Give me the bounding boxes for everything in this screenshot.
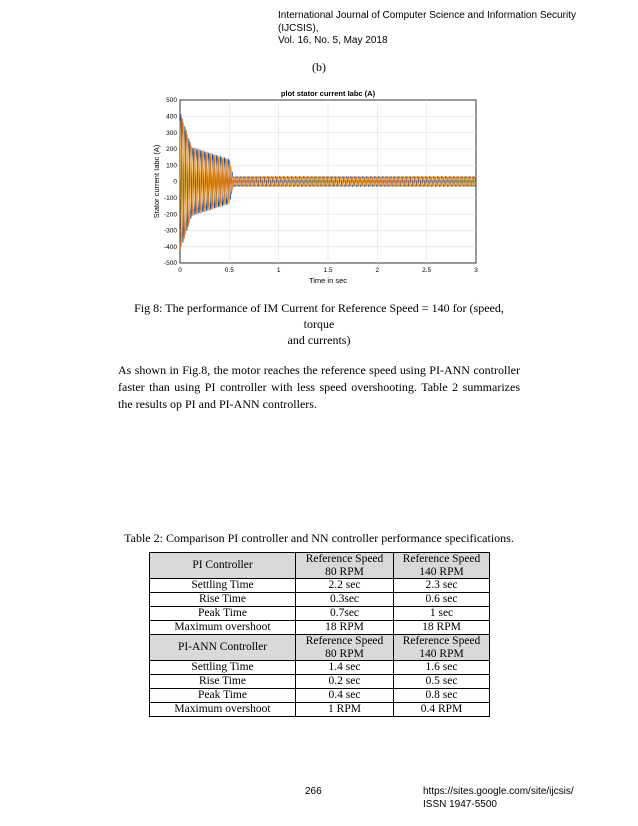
table-row [150, 607, 490, 621]
y-tick-label: 200 [166, 146, 177, 154]
pi-ref-80-header [296, 553, 394, 579]
ref-speed-label: Reference Speed [305, 553, 384, 565]
value-80-rpm: 0.2 sec [296, 675, 394, 689]
y-tick-label: -500 [163, 260, 177, 268]
value-140-rpm: 18 RPM [394, 621, 490, 635]
y-tick-label: 400 [166, 113, 177, 121]
table-row [150, 661, 490, 675]
y-tick-label: -400 [163, 243, 177, 251]
x-tick-label: 2.5 [422, 267, 432, 274]
value-80-rpm: 2.2 sec [296, 579, 394, 593]
table-row [150, 593, 490, 607]
pi-ann-controller-name: PI-ANN Controller [150, 635, 296, 661]
ref-speed-label: Reference Speed [402, 635, 481, 647]
chart-title: plot stator current Iabc (A) [280, 89, 376, 98]
ref-speed-label: Reference Speed [305, 635, 384, 647]
metric-label: Settling Time [150, 661, 296, 675]
value-80-rpm: 1.4 sec [296, 661, 394, 675]
x-tick-label: 1 [276, 267, 281, 274]
x-tick-label: 1.5 [323, 267, 333, 274]
caption-line-1: Fig 8: The performance of IM Current for Reference Speed = 140 for (speed, torque [134, 301, 504, 331]
x-tick-label: 0.5 [224, 267, 234, 274]
value-80-rpm: 18 RPM [296, 621, 394, 635]
footer-url: https://sites.google.com/site/ijcsis/ [423, 786, 574, 797]
y-tick-label: 300 [166, 129, 177, 137]
caption-line-2: and currents) [287, 333, 351, 347]
page-number: 266 [305, 786, 322, 797]
y-tick-label: -300 [163, 227, 177, 235]
table-row [150, 621, 490, 635]
pi-ann-ref-140-header [394, 635, 490, 661]
metric-label: Maximum overshoot [150, 621, 296, 635]
value-80-rpm: 0.7sec [296, 607, 394, 621]
x-tick-label: 2 [375, 267, 380, 274]
metric-label: Peak Time [150, 607, 296, 621]
metric-label: Rise Time [150, 675, 296, 689]
ref-speed-value: 80 RPM [325, 647, 364, 660]
body-paragraph: As shown in Fig.8, the motor reaches the reference speed using PI-ANN controller faster than using PI controller with less speed overshooting. Table 2 summarizes the results op PI and PI-ANN controllers. [118, 363, 520, 411]
pi-ref-140-header [394, 553, 490, 579]
journal-name: International Journal of Computer Science and Information Security (IJCSIS), [278, 10, 576, 34]
ref-speed-value: 140 RPM [419, 647, 464, 660]
ref-speed-value: 140 RPM [419, 565, 464, 578]
table-row [150, 579, 490, 593]
table-row [150, 703, 490, 717]
metric-label: Peak Time [150, 689, 296, 703]
metric-label: Rise Time [150, 593, 296, 607]
value-140-rpm: 1.6 sec [394, 661, 490, 675]
x-tick-label: 0 [178, 267, 182, 274]
comparison-table [149, 552, 490, 717]
value-80-rpm: 1 RPM [296, 703, 394, 717]
value-140-rpm: 0.8 sec [394, 689, 490, 703]
y-tick-label: -100 [163, 195, 177, 202]
footer-info [423, 786, 574, 811]
pi-ann-header-row [150, 635, 490, 661]
y-tick-label: -200 [163, 211, 177, 219]
value-80-rpm: 0.4 sec [296, 689, 394, 703]
value-80-rpm: 0.3sec [296, 593, 394, 607]
x-axis-label: Time in sec [308, 276, 348, 285]
table-caption: Table 2: Comparison PI controller and NN controller performance specifications. [124, 531, 514, 545]
journal-header [278, 10, 608, 48]
pi-ann-ref-80-header [296, 635, 394, 661]
value-140-rpm: 0.5 sec [394, 675, 490, 689]
ref-speed-label: Reference Speed [402, 553, 481, 565]
y-tick-label: 500 [166, 97, 177, 105]
value-140-rpm: 2.3 sec [394, 579, 490, 593]
stator-current-chart [146, 84, 486, 290]
value-140-rpm: 0.4 RPM [394, 703, 490, 717]
x-tick-label: 3 [474, 267, 478, 274]
figure-label: (b) [312, 60, 326, 74]
y-tick-label: 100 [166, 162, 177, 170]
table-row [150, 689, 490, 703]
metric-label: Maximum overshoot [150, 703, 296, 717]
journal-volume: Vol. 16, No. 5, May 2018 [278, 35, 388, 46]
pi-controller-name: PI Controller [150, 553, 296, 579]
footer-issn: ISSN 1947-5500 [423, 798, 497, 810]
value-140-rpm: 1 sec [394, 607, 490, 621]
figure-caption [118, 300, 520, 348]
pi-header-row [150, 553, 490, 579]
y-axis-label: Stator current Iabc (A) [152, 144, 161, 219]
y-tick-label: 0 [173, 178, 177, 186]
value-140-rpm: 0.6 sec [394, 593, 490, 607]
ref-speed-value: 80 RPM [325, 565, 364, 578]
metric-label: Settling Time [150, 579, 296, 593]
table-row [150, 675, 490, 689]
